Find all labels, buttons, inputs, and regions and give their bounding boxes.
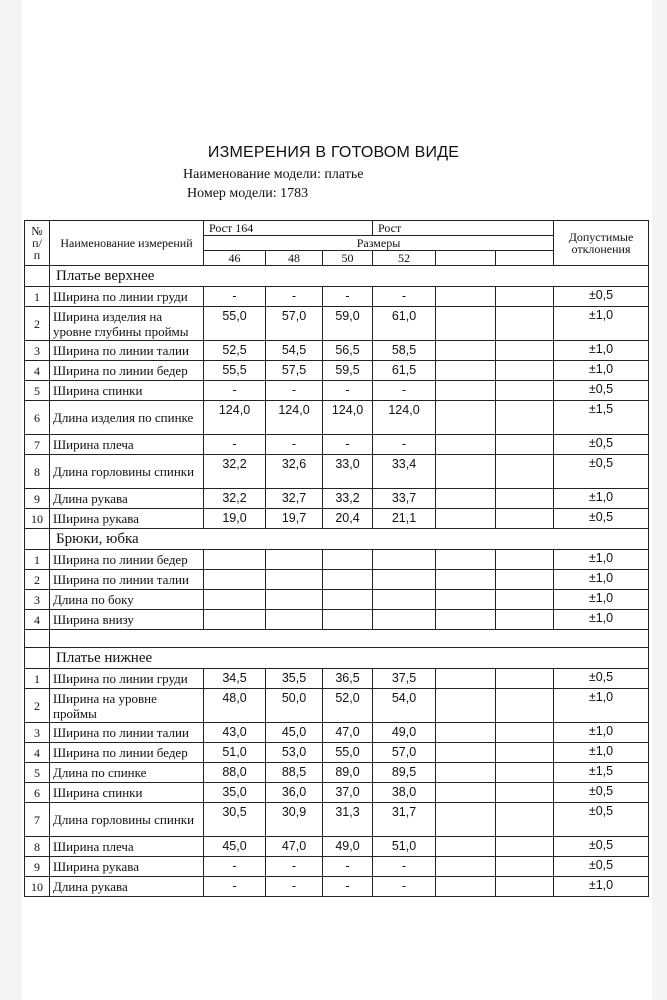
measurement-value [323,590,373,610]
measurement-name: Ширина рукава [50,857,204,877]
table-row [25,287,649,307]
empty-cell [496,401,554,435]
measurement-name: Ширина по линии бедер [50,550,204,570]
empty-cell [436,570,496,590]
measurement-value: 53,0 [266,743,323,763]
measurement-value: 48,0 [204,689,266,723]
measurement-value: 34,5 [204,669,266,689]
measurement-value: 124,0 [373,401,436,435]
measurement-value: 32,2 [204,489,266,509]
header-no: № п/ п [25,221,50,266]
table-row [25,361,649,381]
measurement-value: 37,0 [323,783,373,803]
empty-cell [436,610,496,630]
table-row [25,763,649,783]
measurement-value: 51,0 [204,743,266,763]
section-title: Платье нижнее [50,648,649,669]
measurement-value: 32,2 [204,455,266,489]
tolerance-value: ±0,5 [554,435,649,455]
measurement-value: 59,0 [323,307,373,341]
measurement-value: - [323,435,373,455]
measurement-value: 49,0 [373,723,436,743]
empty-cell [436,489,496,509]
tolerance-value: ±1,0 [554,743,649,763]
section-header-row [25,648,649,669]
measurement-value: 36,5 [323,669,373,689]
measurement-value: 58,5 [373,341,436,361]
measurement-value: 38,0 [373,783,436,803]
empty-cell [50,630,649,648]
empty-cell [436,361,496,381]
measurement-value: 57,0 [373,743,436,763]
tolerance-value: ±1,0 [554,610,649,630]
measurement-value: 45,0 [266,723,323,743]
measurement-value: 45,0 [204,837,266,857]
measurement-value: 89,0 [323,763,373,783]
measurement-value: 30,9 [266,803,323,837]
measurement-value: - [204,287,266,307]
measurement-name: Ширина по линии груди [50,669,204,689]
measurement-value: 61,0 [373,307,436,341]
empty-cell [436,763,496,783]
measurement-value: 36,0 [266,783,323,803]
empty-cell [496,381,554,401]
empty-cell [436,743,496,763]
measurement-value: - [204,857,266,877]
measurement-value: 61,5 [373,361,436,381]
measurement-value: - [373,435,436,455]
table-row [25,550,649,570]
empty-cell [496,763,554,783]
measurement-value: 50,0 [266,689,323,723]
empty-cell [496,837,554,857]
row-number: 5 [25,381,50,401]
empty-cell [436,590,496,610]
tolerance-value: ±1,0 [554,723,649,743]
header-size-46: 46 [204,251,266,266]
measurement-value: 35,0 [204,783,266,803]
measurement-value: 33,7 [373,489,436,509]
tolerance-value: ±0,5 [554,669,649,689]
measurement-value: - [323,877,373,897]
empty-cell [436,550,496,570]
table-row [25,401,649,435]
tolerance-value: ±1,0 [554,307,649,341]
measurement-name: Ширина плеча [50,435,204,455]
measurement-value: - [373,857,436,877]
empty-cell [496,361,554,381]
empty-cell [436,307,496,341]
empty-cell [496,550,554,570]
header-size-empty [496,251,554,266]
measurement-value: - [373,287,436,307]
measurement-value: - [266,381,323,401]
empty-cell [25,630,50,648]
table-row [25,610,649,630]
measurement-value: 35,5 [266,669,323,689]
measurement-value: 55,0 [204,307,266,341]
section-header-row [25,266,649,287]
measurement-name: Ширина на уровне проймы [50,689,204,723]
measurement-value: 47,0 [323,723,373,743]
measurement-value: 124,0 [323,401,373,435]
measurement-value: 37,5 [373,669,436,689]
table-row [25,723,649,743]
measurement-name: Ширина по линии талии [50,723,204,743]
row-number: 8 [25,455,50,489]
measurement-value [373,590,436,610]
empty-cell [436,723,496,743]
measurement-value: 52,5 [204,341,266,361]
empty-cell [436,669,496,689]
tolerance-value: ±1,0 [554,570,649,590]
measurement-name: Ширина по линии бедер [50,361,204,381]
empty-cell [496,287,554,307]
row-number: 1 [25,669,50,689]
measurement-name: Ширина изделия на уровне глубины проймы [50,307,204,341]
empty-cell [496,590,554,610]
header-rost-1: Рост 164 [204,221,373,236]
row-number: 9 [25,489,50,509]
measurement-value: 52,0 [323,689,373,723]
header-name: Наименование измерений [50,221,204,266]
table-row [25,341,649,361]
table-row [25,381,649,401]
table-row [25,669,649,689]
table-row [25,307,649,341]
header-size-50: 50 [323,251,373,266]
measurement-value: 30,5 [204,803,266,837]
empty-cell [436,783,496,803]
row-number: 2 [25,570,50,590]
section-header-row [25,529,649,550]
measurement-value: 59,5 [323,361,373,381]
measurement-name: Длина горловины спинки [50,803,204,837]
measurement-value [266,550,323,570]
empty-cell [436,341,496,361]
table-row [25,570,649,590]
row-number: 3 [25,590,50,610]
measurement-value [204,550,266,570]
empty-cell [436,857,496,877]
row-number: 5 [25,763,50,783]
measurement-value [266,610,323,630]
row-number: 10 [25,877,50,897]
empty-cell [496,610,554,630]
empty-cell [436,689,496,723]
empty-cell [496,783,554,803]
spacer-row [25,630,649,648]
header-size-48: 48 [266,251,323,266]
measurement-value: 88,0 [204,763,266,783]
tolerance-value: ±0,5 [554,455,649,489]
measurement-value: 56,5 [323,341,373,361]
document-title: ИЗМЕРЕНИЯ В ГОТОВОМ ВИДЕ [207,144,460,161]
table-row [25,877,649,897]
empty-cell [436,803,496,837]
measurement-value [204,590,266,610]
empty-cell [496,341,554,361]
measurement-name: Длина горловины спинки [50,455,204,489]
row-number: 9 [25,857,50,877]
measurement-value: 124,0 [266,401,323,435]
empty-cell [25,266,50,287]
table-row [25,689,649,723]
measurement-value [373,570,436,590]
section-title: Брюки, юбка [50,529,649,550]
measurement-value: - [266,877,323,897]
measurement-value: 19,0 [204,509,266,529]
tolerance-value: ±1,0 [554,341,649,361]
empty-cell [496,455,554,489]
measurement-name: Длина по боку [50,590,204,610]
measurement-value: 32,6 [266,455,323,489]
measurement-value: 21,1 [373,509,436,529]
measurement-name: Ширина по линии талии [50,570,204,590]
measurement-value: 51,0 [373,837,436,857]
empty-cell [496,669,554,689]
empty-cell [436,455,496,489]
empty-cell [496,435,554,455]
measurement-value: 19,7 [266,509,323,529]
row-number: 1 [25,550,50,570]
row-number: 2 [25,689,50,723]
tolerance-value: ±0,5 [554,287,649,307]
measurement-name: Ширина по линии бедер [50,743,204,763]
section-title: Платье верхнее [50,266,649,287]
tolerance-value: ±0,5 [554,837,649,857]
table-row [25,783,649,803]
empty-cell [496,570,554,590]
tolerance-value: ±1,0 [554,550,649,570]
tolerance-value: ±0,5 [554,783,649,803]
measurement-value: - [373,877,436,897]
table-row [25,509,649,529]
model-number: Номер модели: 1783 [187,186,309,201]
measurement-value: 33,4 [373,455,436,489]
empty-cell [496,877,554,897]
measurement-value: - [266,857,323,877]
empty-cell [436,287,496,307]
tolerance-value: ±0,5 [554,857,649,877]
measurement-name: Ширина спинки [50,381,204,401]
tolerance-value: ±0,5 [554,381,649,401]
measurement-value [323,610,373,630]
measurement-value: 57,0 [266,307,323,341]
measurement-value [323,570,373,590]
tolerance-value: ±1,0 [554,877,649,897]
table-row [25,837,649,857]
empty-cell [436,837,496,857]
measurement-value: 31,3 [323,803,373,837]
measurement-name: Длина изделия по спинке [50,401,204,435]
measurement-name: Ширина по линии талии [50,341,204,361]
row-number: 8 [25,837,50,857]
measurement-name: Длина по спинке [50,763,204,783]
row-number: 4 [25,361,50,381]
row-number: 6 [25,401,50,435]
measurement-name: Длина рукава [50,877,204,897]
table-row [25,435,649,455]
empty-cell [436,509,496,529]
measurement-value: 57,5 [266,361,323,381]
measurement-value [204,570,266,590]
table-row [25,743,649,763]
empty-cell [25,648,50,669]
model-name: Наименование модели: платье [183,167,364,182]
measurement-name: Ширина внизу [50,610,204,630]
measurement-name: Ширина по линии груди [50,287,204,307]
tolerance-value: ±1,0 [554,361,649,381]
measurement-value: 49,0 [323,837,373,857]
tolerance-value: ±1,0 [554,590,649,610]
measurement-value [266,570,323,590]
row-number: 3 [25,341,50,361]
measurement-value [373,550,436,570]
tolerance-value: ±1,5 [554,763,649,783]
measurement-value: - [204,877,266,897]
row-number: 10 [25,509,50,529]
table-row [25,489,649,509]
measurement-name: Ширина спинки [50,783,204,803]
row-number: 4 [25,610,50,630]
measurement-value: 54,5 [266,341,323,361]
measurement-value: 124,0 [204,401,266,435]
empty-cell [496,689,554,723]
empty-cell [496,509,554,529]
measurement-name: Ширина рукава [50,509,204,529]
table-row [25,857,649,877]
measurement-name: Длина рукава [50,489,204,509]
tolerance-value: ±0,5 [554,509,649,529]
measurement-value: - [323,857,373,877]
header-size-52: 52 [373,251,436,266]
measurement-value [373,610,436,630]
table-row [25,455,649,489]
measurement-value: 20,4 [323,509,373,529]
measurement-value: - [266,435,323,455]
table-row [25,590,649,610]
measurement-value: 32,7 [266,489,323,509]
empty-cell [496,803,554,837]
measurement-value: 33,2 [323,489,373,509]
measurement-value: 88,5 [266,763,323,783]
empty-cell [436,435,496,455]
measurement-value: 43,0 [204,723,266,743]
measurement-value: - [323,287,373,307]
measurement-value [266,590,323,610]
measurement-value: 54,0 [373,689,436,723]
measurement-value: - [266,287,323,307]
header-row [25,221,649,236]
measurement-value: 33,0 [323,455,373,489]
measurement-value: 55,0 [323,743,373,763]
empty-cell [496,489,554,509]
empty-cell [496,857,554,877]
empty-cell [436,401,496,435]
row-number: 1 [25,287,50,307]
measurement-value: 55,5 [204,361,266,381]
measurement-value: - [373,381,436,401]
header-tolerance: Допустимые отклонения [554,221,649,266]
measurement-value: 89,5 [373,763,436,783]
row-number: 2 [25,307,50,341]
row-number: 7 [25,435,50,455]
measurement-name: Ширина плеча [50,837,204,857]
table-row [25,803,649,837]
empty-cell [496,307,554,341]
header-sizes: Размеры [204,236,554,251]
row-number: 7 [25,803,50,837]
tolerance-value: ±1,0 [554,689,649,723]
tolerance-value: ±0,5 [554,803,649,837]
empty-cell [25,529,50,550]
measurement-value: 31,7 [373,803,436,837]
measurement-value: - [204,435,266,455]
measurements-table [24,220,649,897]
measurement-value: - [323,381,373,401]
tolerance-value: ±1,5 [554,401,649,435]
measurement-value [204,610,266,630]
measurement-value: - [204,381,266,401]
empty-cell [436,877,496,897]
empty-cell [496,743,554,763]
header-size-empty [436,251,496,266]
empty-cell [436,381,496,401]
row-number: 3 [25,723,50,743]
tolerance-value: ±1,0 [554,489,649,509]
empty-cell [496,723,554,743]
row-number: 4 [25,743,50,763]
measurement-value: 47,0 [266,837,323,857]
measurement-value [323,550,373,570]
row-number: 6 [25,783,50,803]
header-rost-2: Рост [373,221,554,236]
